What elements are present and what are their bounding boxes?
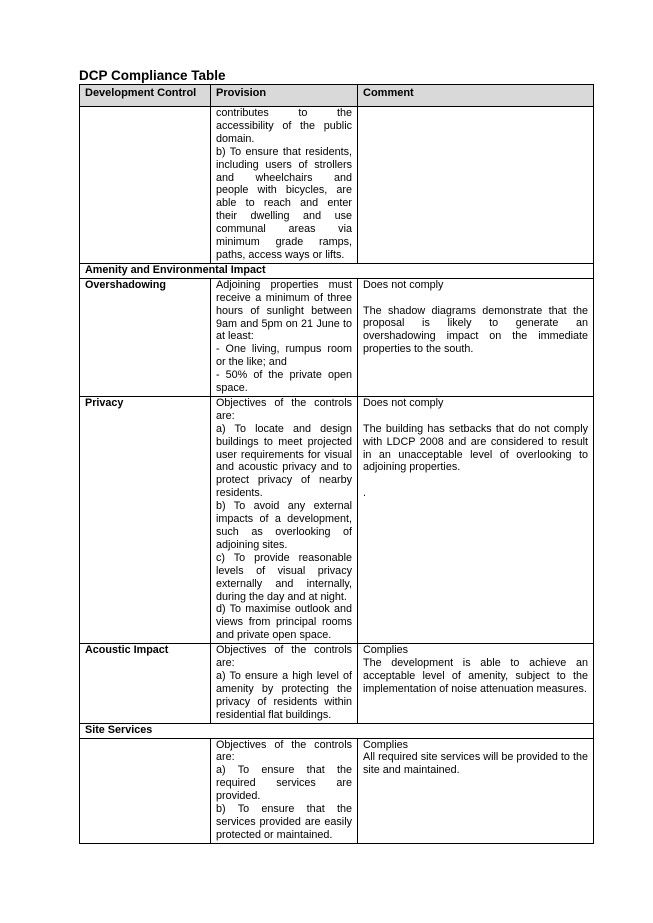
section-row-amenity (80, 263, 594, 278)
table-header-row (80, 85, 594, 107)
comment-cell (358, 278, 594, 396)
provision-cell (211, 738, 358, 843)
section-row-site-services (80, 723, 594, 738)
compliance-status: Does not comply (363, 396, 444, 409)
provision-intro: Objectives of the controls are: (216, 644, 352, 670)
provision-text: Adjoining properties must receive a minimum of three hours of sunlight between 9am and 5pm on 21 June to at least: (216, 278, 352, 343)
header-provision: Provision (211, 85, 358, 107)
control-cell (80, 107, 211, 264)
provision-cell (211, 644, 358, 723)
comment-cell (358, 107, 594, 264)
comment-text: All required site services will be provided to the site and maintained. (363, 751, 588, 777)
provision-line: accessibility of the public (216, 119, 352, 132)
provision-item: a) To ensure a high level of amenity by protecting the privacy of residents within residential flat buildings. (216, 669, 352, 721)
provision-cell (211, 396, 358, 643)
comment-dot: . (363, 487, 366, 500)
provision-line: their dwelling and use (216, 210, 352, 223)
compliance-status: Does not comply (363, 278, 444, 291)
provision-item: c) To provide reasonable levels of visual privacy externally and internally, during the day and at night. (216, 551, 352, 603)
provision-intro: Objectives of the controls are: (216, 738, 352, 764)
provision-item: b) To avoid any external impacts of a development, such as overlooking of adjoining sites. (216, 500, 352, 551)
provision-line: domain. (216, 132, 255, 145)
control-cell: Overshadowing (80, 278, 211, 396)
comment-text: The building has setbacks that do not comply with LDCP 2008 and are considered to result in an unacceptable level of overlooking to adjoining properties. (363, 422, 588, 474)
provision-line: and wheelchairs and (216, 171, 352, 184)
compliance-table (79, 84, 594, 844)
provision-line: minimum grade ramps, (216, 236, 352, 249)
provision-intro: Objectives of the controls are: (216, 396, 352, 422)
control-cell: Acoustic Impact (80, 644, 211, 723)
control-cell (80, 738, 211, 843)
compliance-status: Complies (363, 738, 409, 751)
provision-line: paths, access ways or lifts. (216, 248, 345, 261)
header-development-control: Development Control (80, 85, 211, 107)
provision-cell (211, 278, 358, 396)
provision-item: b) To ensure that the services provided are easily protected or maintained. (216, 803, 352, 841)
table-row-acoustic (80, 644, 594, 723)
comment-text: The development is able to achieve an acceptable level of amenity, subject to the implementation of noise attenuation measures. (363, 657, 588, 695)
section-heading: Amenity and Environmental Impact (80, 263, 594, 278)
table-row-overshadowing (80, 278, 594, 396)
provision-line: contributes to the (216, 107, 352, 119)
provision-line: including users of strollers (216, 158, 352, 171)
table-row-privacy (80, 396, 594, 643)
section-heading: Site Services (80, 723, 594, 738)
document-title: DCP Compliance Table (79, 68, 226, 83)
comment-cell (358, 738, 594, 843)
control-cell: Privacy (80, 396, 211, 643)
provision-item: a) To locate and design buildings to meet projected user requirements for visual and acoustic privacy and to protect privacy of nearby residents. (216, 422, 352, 500)
provision-line: people with bicycles, are (216, 184, 352, 197)
provision-line: communal areas via (216, 223, 352, 236)
provision-item: a) To ensure that the required services are provided. (216, 764, 352, 803)
table-row (80, 107, 594, 264)
provision-item: d) To maximise outlook and views from principal rooms and private open space. (216, 603, 352, 642)
comment-cell (358, 396, 594, 643)
provision-item: - 50% of the private open space. (216, 369, 352, 395)
provision-item: - One living, rumpus room or the like; and (216, 343, 352, 369)
table-row-site-services (80, 738, 594, 843)
provision-line: able to reach and enter (216, 197, 352, 210)
provision-line: b) To ensure that residents, (216, 145, 352, 158)
comment-cell (358, 644, 594, 723)
provision-cell (211, 107, 358, 264)
header-comment: Comment (358, 85, 594, 107)
compliance-status: Complies (363, 644, 409, 657)
comment-text: The shadow diagrams demonstrate that the proposal is likely to generate an overshadowing impact on the immediate properties to the south. (363, 304, 588, 356)
